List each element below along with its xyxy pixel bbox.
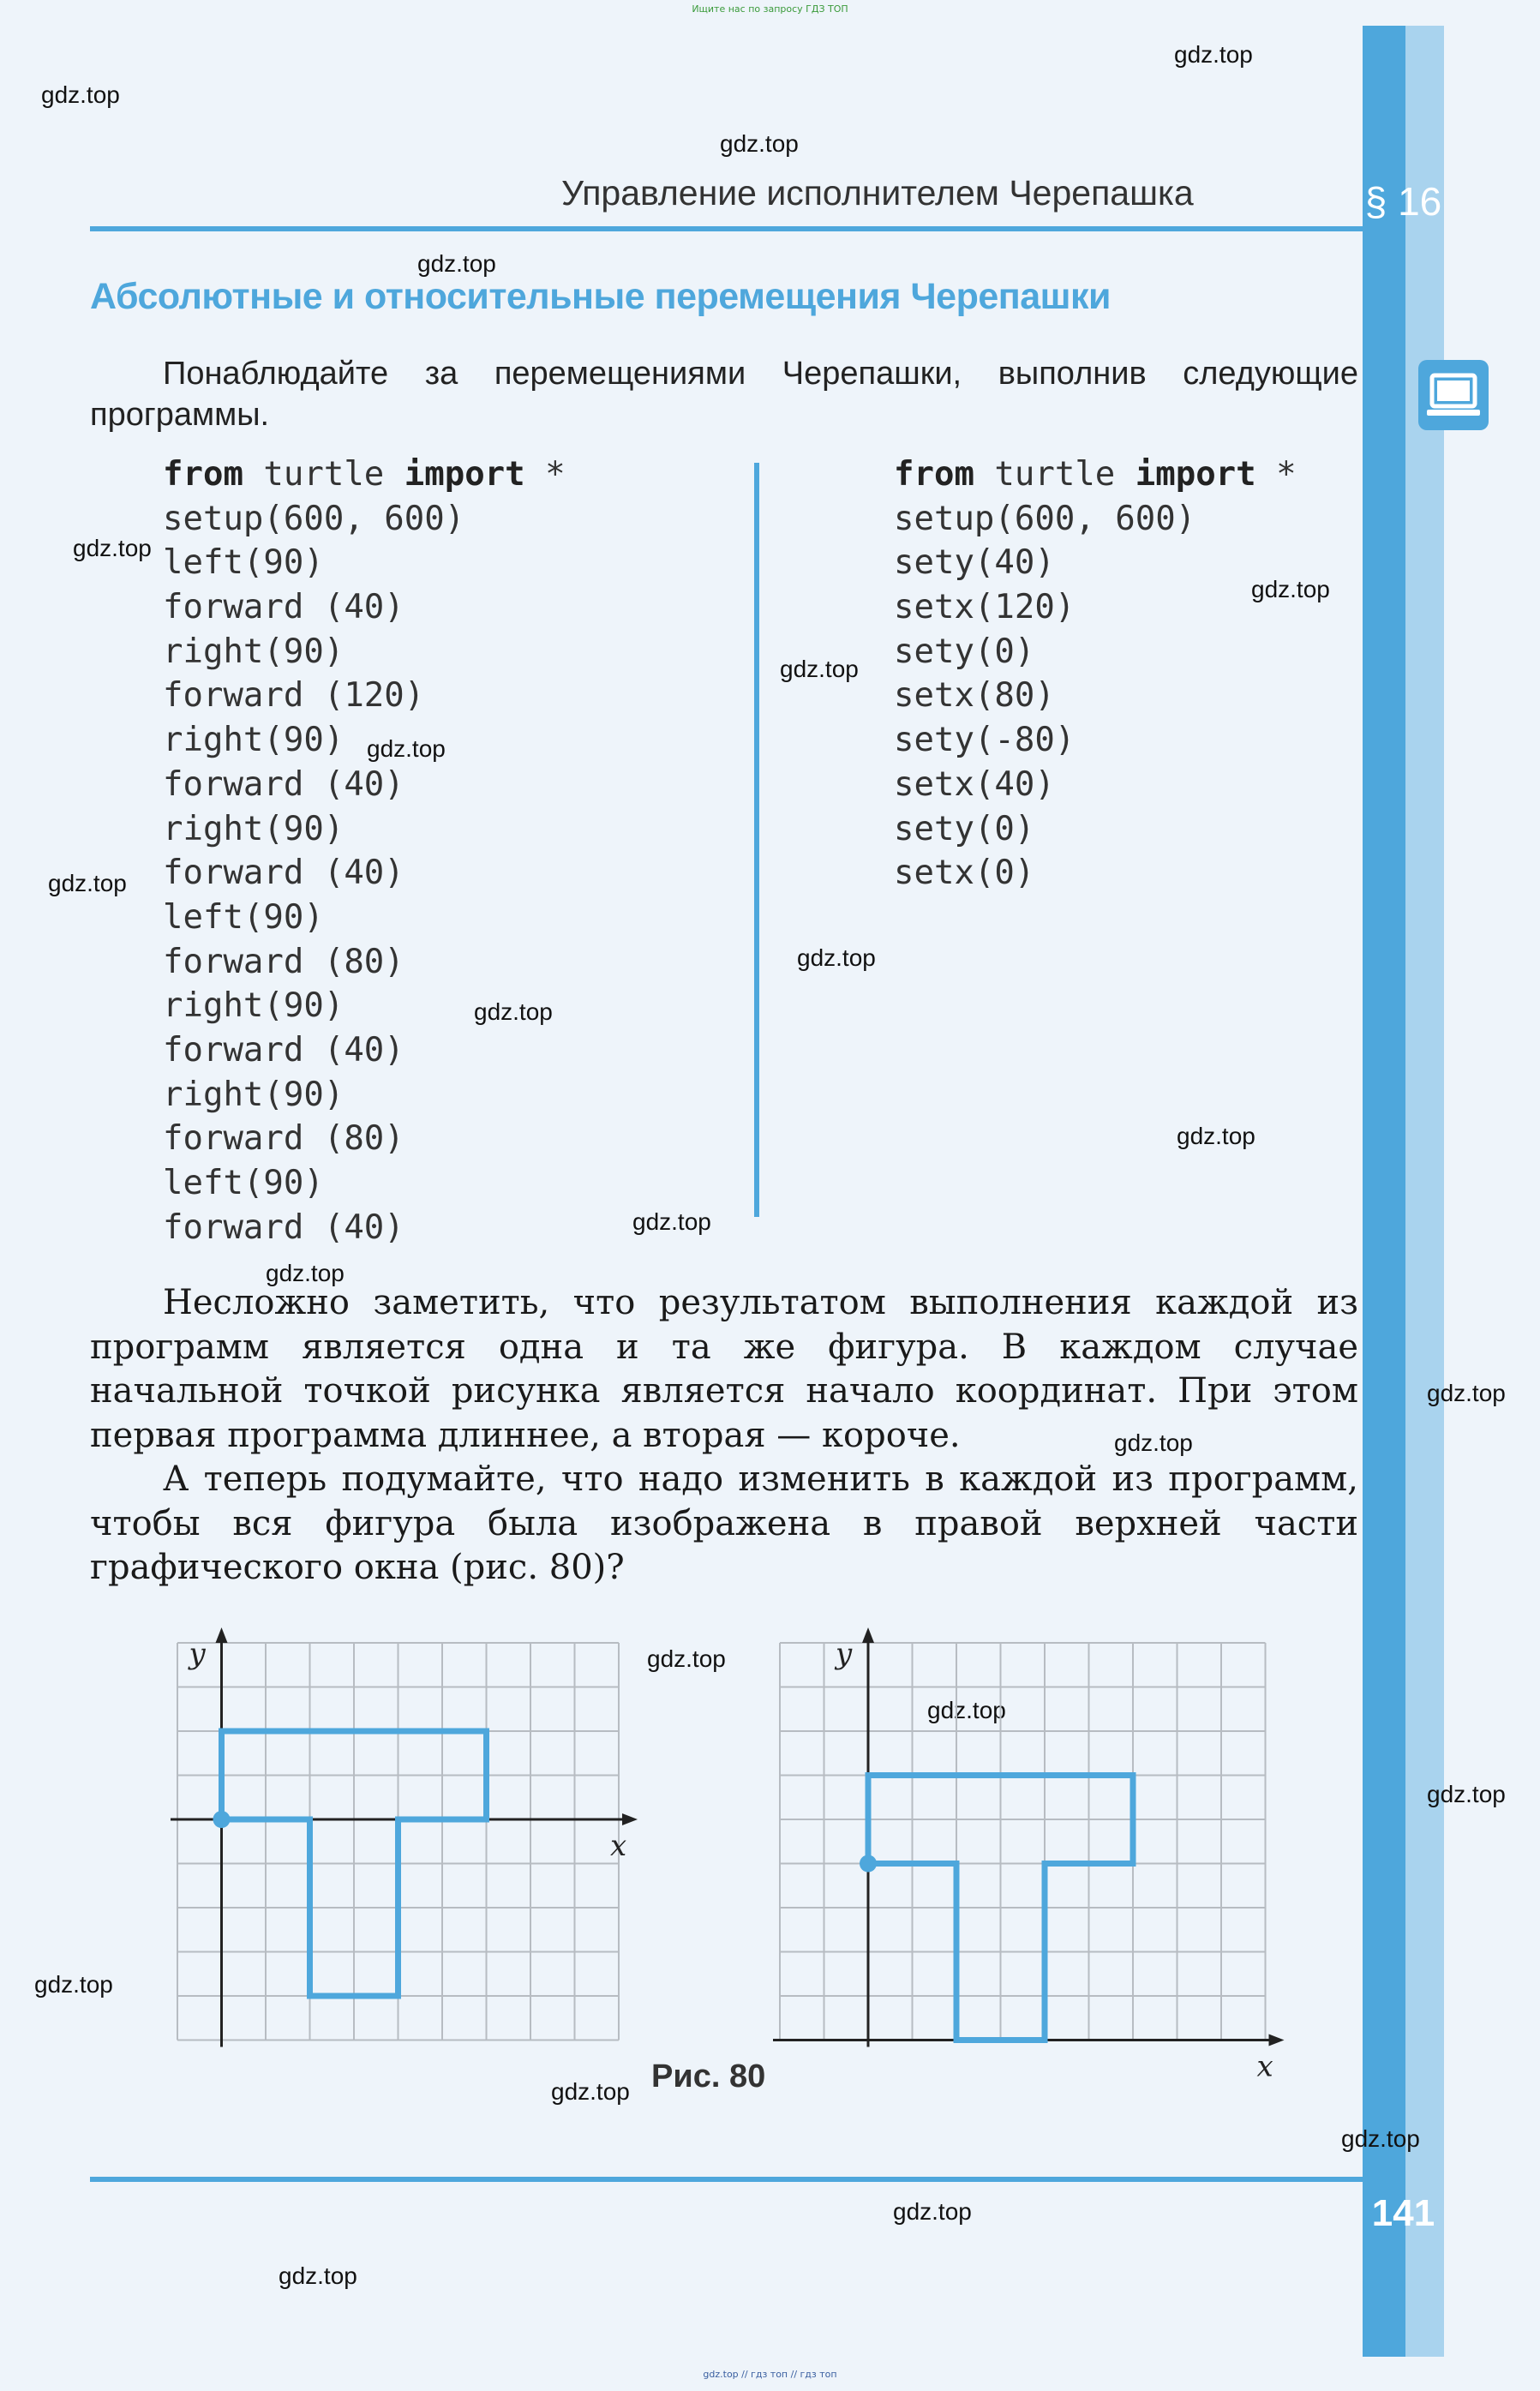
watermark: gdz.top [73,535,152,561]
code-line: right(90) [163,632,345,671]
code-line: forward (80) [163,942,404,981]
x-axis-arrow [1269,2034,1285,2046]
watermark: gdz.top [893,2198,972,2225]
figure-left-graph [159,1624,656,2070]
y-axis-arrow [216,1627,228,1643]
code-line: sety(0) [894,809,1035,848]
y-axis-arrow [862,1627,874,1643]
start-point [213,1811,231,1828]
watermark: gdz.top [632,1208,711,1235]
watermark: gdz.top [41,81,120,108]
section-heading: Абсолютные и относительные перемещения Черепашки [90,276,1111,317]
footer-rule [90,2177,1363,2182]
watermark: gdz.top [34,1971,113,1998]
code-line: forward (40) [163,1207,404,1247]
code-line: right(90) [163,721,345,760]
x-axis-label: x [1256,2049,1273,2084]
paragraph-2: А теперь подумайте, что надо изменить в каждой из программ, чтобы вся фигура была изображена в правой верхней части графического окна (рис. 80)? [90,1459,1358,1587]
watermark: gdz.top [1427,1781,1506,1807]
watermark: gdz.top [1174,41,1253,68]
intro-paragraph: Понаблюдайте за перемещениями Черепашки, выполнив следующие программы. [90,356,1358,433]
start-point [860,1855,877,1873]
section-number-badge: § 16 [1364,179,1442,224]
bottom-note: gdz.top // гдз топ // гдз топ [703,2369,837,2380]
x-axis-arrow [622,1813,638,1825]
code-line: right(90) [163,809,345,848]
code-line: setx(120) [894,588,1076,627]
code-divider [754,463,759,1217]
paragraph-1: Несложно заметить, что результатом выполнения каждой из программ является одна и та же фигура. В каждом случае начальной точкой рисунка является начало координат. При этом первая программа длиннее, а вторая — короче. [90,1283,1358,1455]
program-right [894,452,1297,896]
watermark: gdz.top [48,870,127,896]
code-line: setx(80) [894,676,1055,716]
code-line: sety(0) [894,632,1035,671]
watermark: gdz.top [1114,1429,1193,1456]
code-line: setup(600, 600) [163,499,465,538]
watermark: gdz.top [1341,2125,1420,2152]
body-text [90,1281,1358,1591]
page-header-title: Управление исполнителем Черепашка [561,173,1194,213]
code-line: setx(40) [894,764,1055,804]
code-line: left(90) [163,897,324,937]
watermark: gdz.top [720,130,799,157]
watermark: gdz.top [780,656,859,682]
top-note: Ищите нас по запросу ГДЗ ТОП [692,3,848,15]
code-line: right(90) [163,986,345,1026]
code-line: right(90) [163,1075,345,1114]
code-line: setup(600, 600) [894,499,1196,538]
code-line: left(90) [163,1164,324,1202]
watermark: gdz.top [551,2078,630,2105]
code-line: forward (40) [163,588,404,627]
code-line: forward (80) [163,1119,404,1159]
code-line: forward (40) [163,1030,404,1070]
watermark: gdz.top [797,944,876,971]
code-line: sety(-80) [894,721,1076,760]
code-line: forward (40) [163,764,404,804]
code-line: forward (40) [163,854,404,893]
code-line: setx(0) [894,854,1035,893]
x-axis-label: x [610,1829,627,1863]
watermark: gdz.top [474,998,553,1025]
code-line: from turtle import * [163,455,566,494]
watermark: gdz.top [367,735,446,762]
header-rule [90,226,1363,231]
program-left [163,452,566,1249]
code-line: from turtle import * [894,455,1297,494]
y-axis-label: y [189,1637,206,1671]
watermark: gdz.top [927,1697,1006,1723]
figure-right-graph [761,1624,1301,2084]
code-line: sety(40) [894,543,1055,583]
watermark: gdz.top [647,1645,726,1672]
watermark: gdz.top [279,2262,357,2289]
y-axis-label: y [836,1637,853,1671]
watermark: gdz.top [266,1260,345,1286]
code-line: left(90) [163,543,324,583]
code-line: forward (120) [163,676,425,716]
watermark: gdz.top [1251,576,1330,602]
page-number: 141 [1371,2192,1435,2234]
figure-caption: Рис. 80 [651,2058,766,2094]
watermark: gdz.top [1427,1380,1506,1406]
computer-icon [1418,360,1489,430]
watermark: gdz.top [417,250,496,277]
watermark: gdz.top [1177,1123,1255,1149]
